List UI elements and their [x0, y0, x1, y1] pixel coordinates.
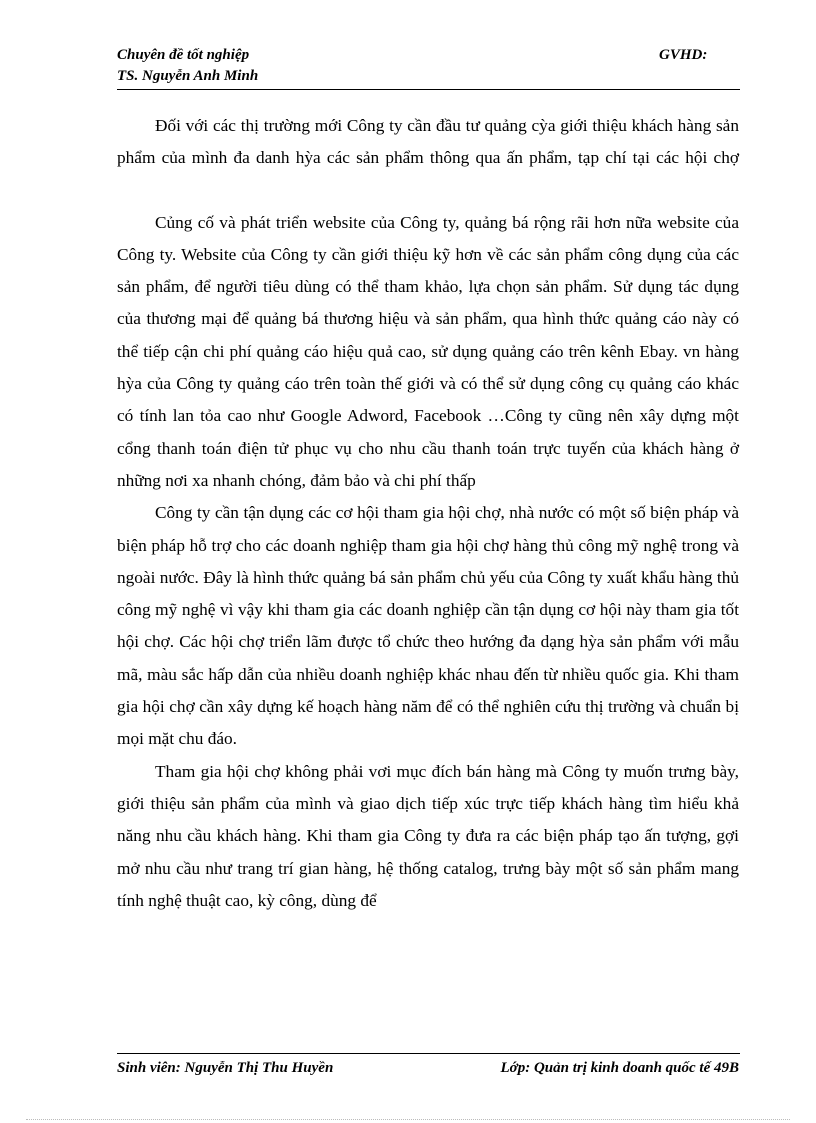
header-divider — [117, 89, 740, 90]
advisor-name: TS. Nguyễn Anh Minh — [117, 68, 259, 84]
body-text — [117, 110, 739, 917]
report-title: Chuyên đề tốt nghiệp — [117, 47, 250, 63]
page-edge-divider — [26, 1119, 790, 1120]
page-header — [117, 45, 739, 87]
paragraph-gap — [117, 175, 739, 207]
paragraph-1: Đối với các thị trường mới Công ty cần đầu tư quảng cỳa giới thiệu khách hàng sản phẩm của mình đa danh hỳa các sản phẩm thông qua ấn phẩm, tạp chí tại các hội chợ — [117, 116, 739, 168]
student-name: Sinh viên: Nguyễn Thị Thu Huyền — [117, 1060, 334, 1076]
footer-divider — [117, 1053, 740, 1054]
paragraph-4: Tham gia hội chợ không phải vơi mục đích bán hàng mà Công ty muốn trưng bày, giới thiệu sản phẩm của mình và giao dịch tiếp xúc trực tiếp khách hàng tìm hiểu khả năng nhu cầu khách hàng. Khi tham gia Công ty đưa ra các biện pháp tạo ấn tượng, gợi mở nhu cầu như trang trí gian hàng, hệ thống catalog, trưng bày một số sản phẩm mang tính nghệ thuật cao, kỳ công, dùng để — [117, 761, 739, 910]
paragraph-2: Củng cố và phát triển website của Công ty, quảng bá rộng rãi hơn nữa website của Công ty. Website của Công ty cần giới thiệu kỹ hơn về các sản phẩm công dụng của các sản phẩm, để người tiêu dùng có thể tham khảo, lựa chọn sản phẩm. Sử dụng tác dụng của thương mại để quảng bá thương hiệu và sản phẩm, qua hình thức quảng cáo này có thể tiếp cận chi phí quảng cáo hiệu quả cao, sử dụng quảng cáo trên kênh Ebay. vn hàng hỳa của Công ty quảng cáo trên toàn thế giới và có thể sử dụng công cụ quảng cáo khác có tính lan tỏa cao như Google Adword, Facebook …Công ty cũng nên xây dựng một cổng thanh toán điện tử phục vụ cho nhu cầu thanh toán trực tuyến của khách hàng ở những nơi xa nhanh chóng, đảm bảo và chi phí thấp — [117, 212, 739, 490]
page-footer — [117, 1057, 739, 1079]
advisor-label: GVHD: — [659, 47, 708, 63]
class-name: Lớp: Quản trị kinh doanh quốc tế 49B — [500, 1060, 739, 1076]
paragraph-3: Công ty cần tận dụng các cơ hội tham gia hội chợ, nhà nước có một số biện pháp và biện pháp hỗ trợ cho các doanh nghiệp tham gia hội chợ hàng thủ công mỹ nghệ trong và ngoài nước. Đây là hình thức quảng bá sản phẩm chủ yếu của Công ty xuất khẩu hàng thủ công mỹ nghệ vì vậy khi tham gia các doanh nghiệp cần tận dụng cơ hội này tham gia tốt hội chợ. Các hội chợ triển lãm được tổ chức theo hướng đa dạng hỳa sản phẩm với mẫu mã, màu sắc hấp dẫn của nhiều doanh nghiệp khác nhau đến từ nhiều quốc gia. Khi tham gia hội chợ cần xây dựng kế hoạch hàng năm để có thể nghiên cứu thị trường và chuẩn bị mọi mặt chu đáo. — [117, 503, 739, 749]
